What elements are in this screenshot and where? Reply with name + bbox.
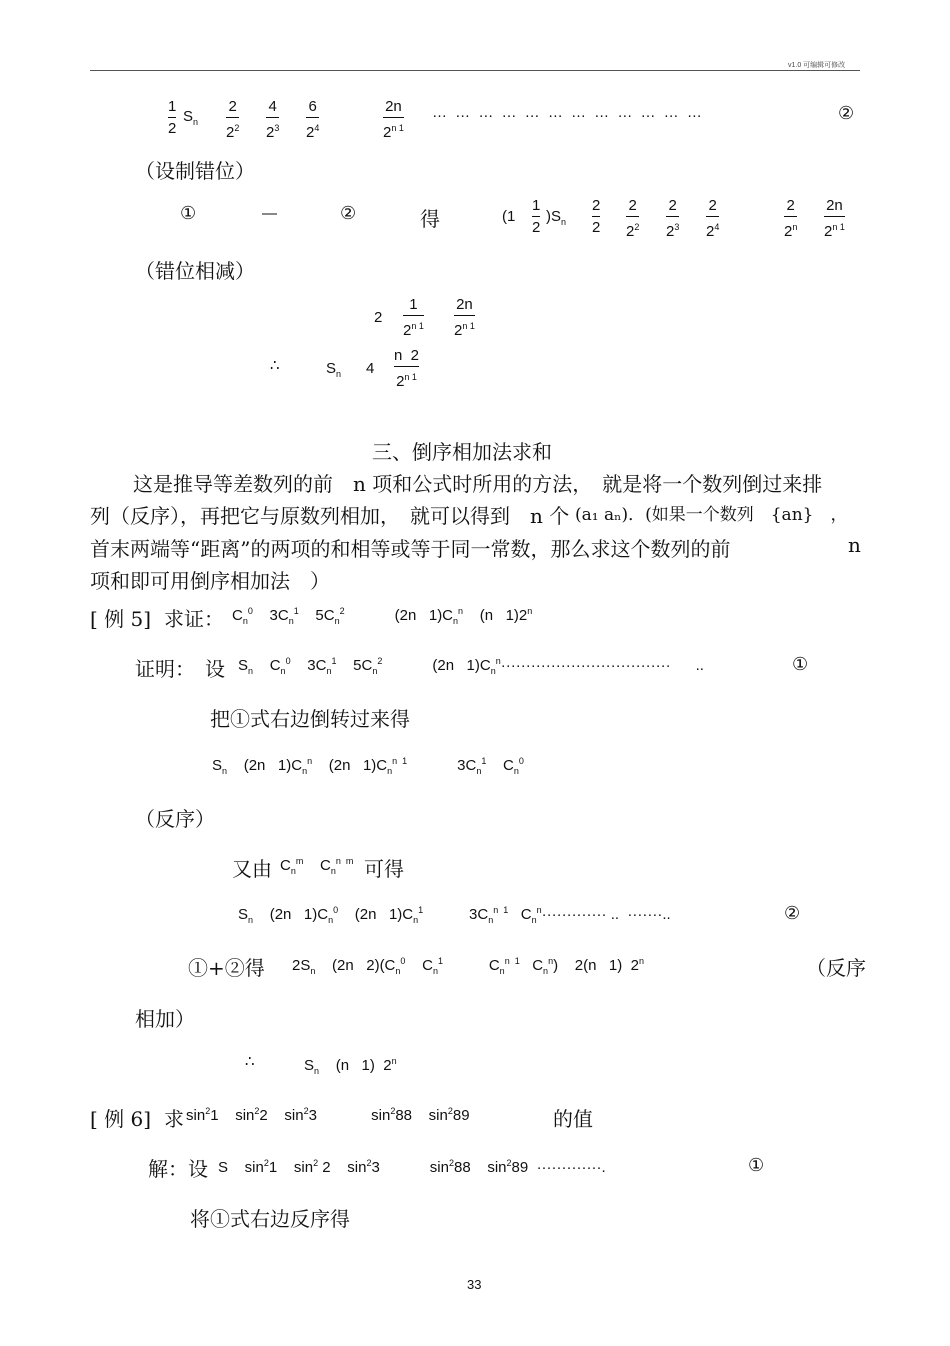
paragraph-line-4: 项和即可用倒序相加法 ） [90, 569, 330, 593]
circle-1-marker-b: ① [748, 1155, 765, 1176]
example-5-formula: $C_n^0$ $3C_n^1$ $5C_n^2$ (2n $1)C_n^n$ (n 1)2$^n$ [232, 606, 533, 626]
paragraph-line-3-n: n [848, 533, 861, 557]
paragraph-line-2b: (a₁ aₙ)．(如果一个数列 {an} ， [575, 505, 848, 525]
reverse-text: 把①式右边倒转过来得 [210, 707, 410, 731]
header-text: v1.0 可编辑可修改 [788, 62, 846, 69]
example-6-formula: $\sin^21$ $\sin^22$ $\sin^23$ $\sin^288$ $\sin^289$ [186, 1106, 470, 1124]
circle-2-marker-b: ② [784, 903, 801, 924]
solution-formula: S $\sin^21$ $\sin^2 2$ $\sin^23$ $\sin^288$ $\sin^289$ ·············. [218, 1158, 606, 1176]
page-number: 33 [467, 1277, 482, 1292]
section-heading: 三、倒序相加法求和 [372, 440, 552, 464]
proof-label: 证明： 设 [135, 657, 225, 681]
note-shift: （设制错位） [135, 159, 255, 183]
again-text: 又由 [232, 857, 272, 881]
again-formula: $C_n^m$ $C_n^{n m}$ [280, 856, 354, 876]
sum-formula: $2S_n$ (2n $2)(C_n^0$ $C_n^1$ $C_n^{n 1}$ $C_n^n$) 2(n 1) 2$^n$ [292, 956, 644, 976]
solution-reverse: 将①式右边反序得 [190, 1207, 350, 1231]
note-subtract: （错位相减） [135, 259, 255, 283]
paragraph-line-3: 首末两端等“距离”的两项的和相等或等于同一常数，那么求这个数列的前 [90, 537, 731, 561]
example-6-tail: 的值 [553, 1107, 593, 1131]
final-formula: $S_n$ (n 1) 2$^n$ [304, 1056, 397, 1076]
reverse-note: （反序） [135, 807, 215, 831]
sum-note-2: 相加） [135, 1007, 195, 1031]
sum-lead: ①+②得 [188, 956, 265, 980]
example-5-text: 求证： [164, 607, 224, 631]
circle-1-marker: ① [792, 654, 809, 675]
paragraph-line-2: 列（反序），再把它与原数列相加， 就可以得到 n 个 [90, 504, 570, 528]
header-rule [90, 70, 860, 71]
paragraph-line-1: 这是推导等差数列的前 n 项和公式时所用的方法， 就是将一个数列倒过来排 [133, 472, 823, 496]
solution-label: 解：设 [148, 1157, 208, 1181]
reverse-formula: $S_n$ (2n $1)C_n^n$ (2n $1)C_n^{n 1}$ $3C_n^1$ $C_n^0$ [212, 756, 524, 776]
again-tail: 可得 [364, 857, 404, 881]
therefore-2: ∴ [245, 1053, 255, 1070]
proof-formula-1: $S_n$ $C_n^0$ $3C_n^1$ $5C_n^2$ (2n $1)C_n^n\cdot\cdot\cdot\cdot\cdot\cdot\cdot\cdot\cdot\cdot\cdot\cdot\cdot\cdot\cdot\cdot\cdot\cdot\cdot\cdot\cdot\cdot\cdot\cdot\cdot\cdot\cdot\cdot\cdot\cdot\cdot\cdot\cdot\cdot$ .. [238, 656, 704, 676]
example-6-text: 求 [164, 1107, 184, 1131]
example-5-label: [ 例 5] [90, 607, 152, 631]
circle-2-marker: ② [838, 103, 855, 124]
proof-formula-2: $S_n$ (2n $1)C_n^0$ (2n $1)C_n^1$ $3C_n^{n 1}$ $C_n^n\cdot\cdot\cdot\cdot\cdot\cdot\cdot\cdot\cdot\cdot\cdot\cdot\cdot$ .. ·······.. [238, 905, 671, 925]
example-6-label: [ 例 6] [90, 1107, 152, 1131]
sum-note: （反序 [806, 956, 866, 980]
